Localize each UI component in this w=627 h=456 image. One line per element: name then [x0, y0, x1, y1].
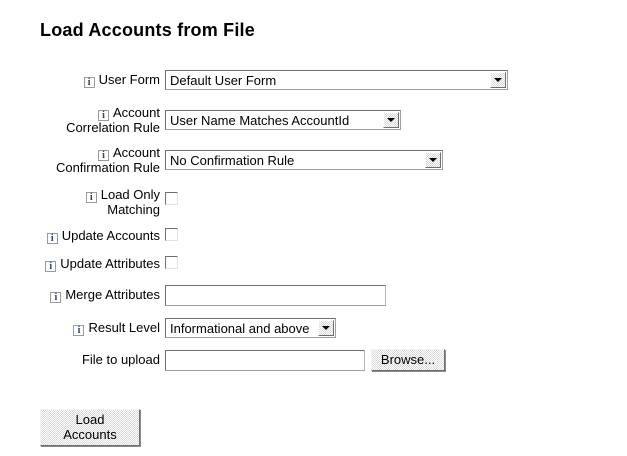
info-icon[interactable]: i — [84, 77, 95, 88]
result-level-select-value: Informational and above — [170, 320, 310, 336]
user-form-label: User Form — [98, 72, 160, 87]
result-level-select[interactable] — [165, 318, 336, 338]
browse-button[interactable]: Browse... — [371, 349, 445, 371]
info-icon[interactable]: i — [98, 110, 109, 121]
info-icon[interactable]: i — [98, 150, 109, 161]
info-icon[interactable]: i — [86, 192, 97, 203]
form-row-user-form — [0, 70, 508, 90]
form-row-update-accounts — [0, 228, 178, 244]
user-form-select-value: Default User Form — [170, 72, 277, 88]
info-icon[interactable]: i — [45, 261, 56, 272]
info-icon[interactable]: i — [47, 233, 58, 244]
form-row-merge-attributes — [0, 285, 386, 306]
correlation-rule-label-cell — [0, 103, 160, 135]
page-title: Load Accounts from File — [40, 20, 255, 40]
update-attributes-checkbox[interactable] — [165, 256, 178, 269]
dropdown-arrow-icon[interactable] — [425, 152, 441, 168]
merge-attributes-label-cell — [0, 285, 160, 303]
confirmation-rule-label-cell — [0, 143, 160, 175]
form-row-update-attributes — [0, 256, 178, 272]
form-row-correlation-rule — [0, 105, 401, 135]
update-attributes-label-cell — [0, 256, 160, 272]
merge-attributes-label: Merge Attributes — [65, 287, 160, 302]
submit-row — [40, 409, 140, 446]
result-level-label-cell — [0, 318, 160, 336]
update-accounts-checkbox[interactable] — [165, 228, 178, 241]
info-icon[interactable]: i — [50, 292, 61, 303]
form-row-file-upload — [0, 350, 445, 371]
correlation-rule-label-line2: Correlation Rule — [66, 120, 160, 135]
merge-attributes-input[interactable] — [165, 285, 386, 306]
form-row-result-level — [0, 318, 336, 338]
user-form-select[interactable] — [165, 70, 508, 90]
file-upload-label-cell — [0, 350, 160, 367]
correlation-rule-label-line1: Account — [113, 105, 160, 120]
confirmation-rule-select-value: No Confirmation Rule — [170, 152, 295, 168]
update-accounts-label: Update Accounts — [61, 228, 160, 243]
result-level-label: Result Level — [88, 320, 160, 335]
form-row-load-only-matching — [0, 187, 178, 217]
load-accounts-button[interactable]: Load Accounts — [40, 409, 140, 446]
confirmation-rule-label-line2: Confirmation Rule — [55, 160, 160, 175]
confirmation-rule-select[interactable] — [165, 150, 443, 170]
file-upload-label: File to upload — [81, 352, 160, 367]
dropdown-arrow-icon[interactable] — [383, 112, 399, 128]
user-form-label-cell — [0, 70, 160, 88]
info-icon[interactable]: i — [73, 325, 84, 336]
dropdown-arrow-icon[interactable] — [490, 72, 506, 88]
correlation-rule-select-value: User Name Matches AccountId — [170, 112, 350, 128]
confirmation-rule-label-line1: Account — [113, 145, 160, 160]
correlation-rule-select[interactable] — [165, 110, 401, 130]
load-only-matching-label-cell — [0, 185, 160, 217]
form-row-confirmation-rule — [0, 145, 443, 175]
load-only-matching-checkbox[interactable] — [165, 192, 178, 205]
load-only-matching-label-line1: Load Only — [100, 187, 160, 202]
file-upload-input[interactable] — [165, 350, 365, 371]
update-attributes-label: Update Attributes — [60, 256, 160, 271]
load-only-matching-label-line2: Matching — [107, 202, 160, 217]
dropdown-arrow-icon[interactable] — [318, 320, 334, 336]
update-accounts-label-cell — [0, 228, 160, 244]
